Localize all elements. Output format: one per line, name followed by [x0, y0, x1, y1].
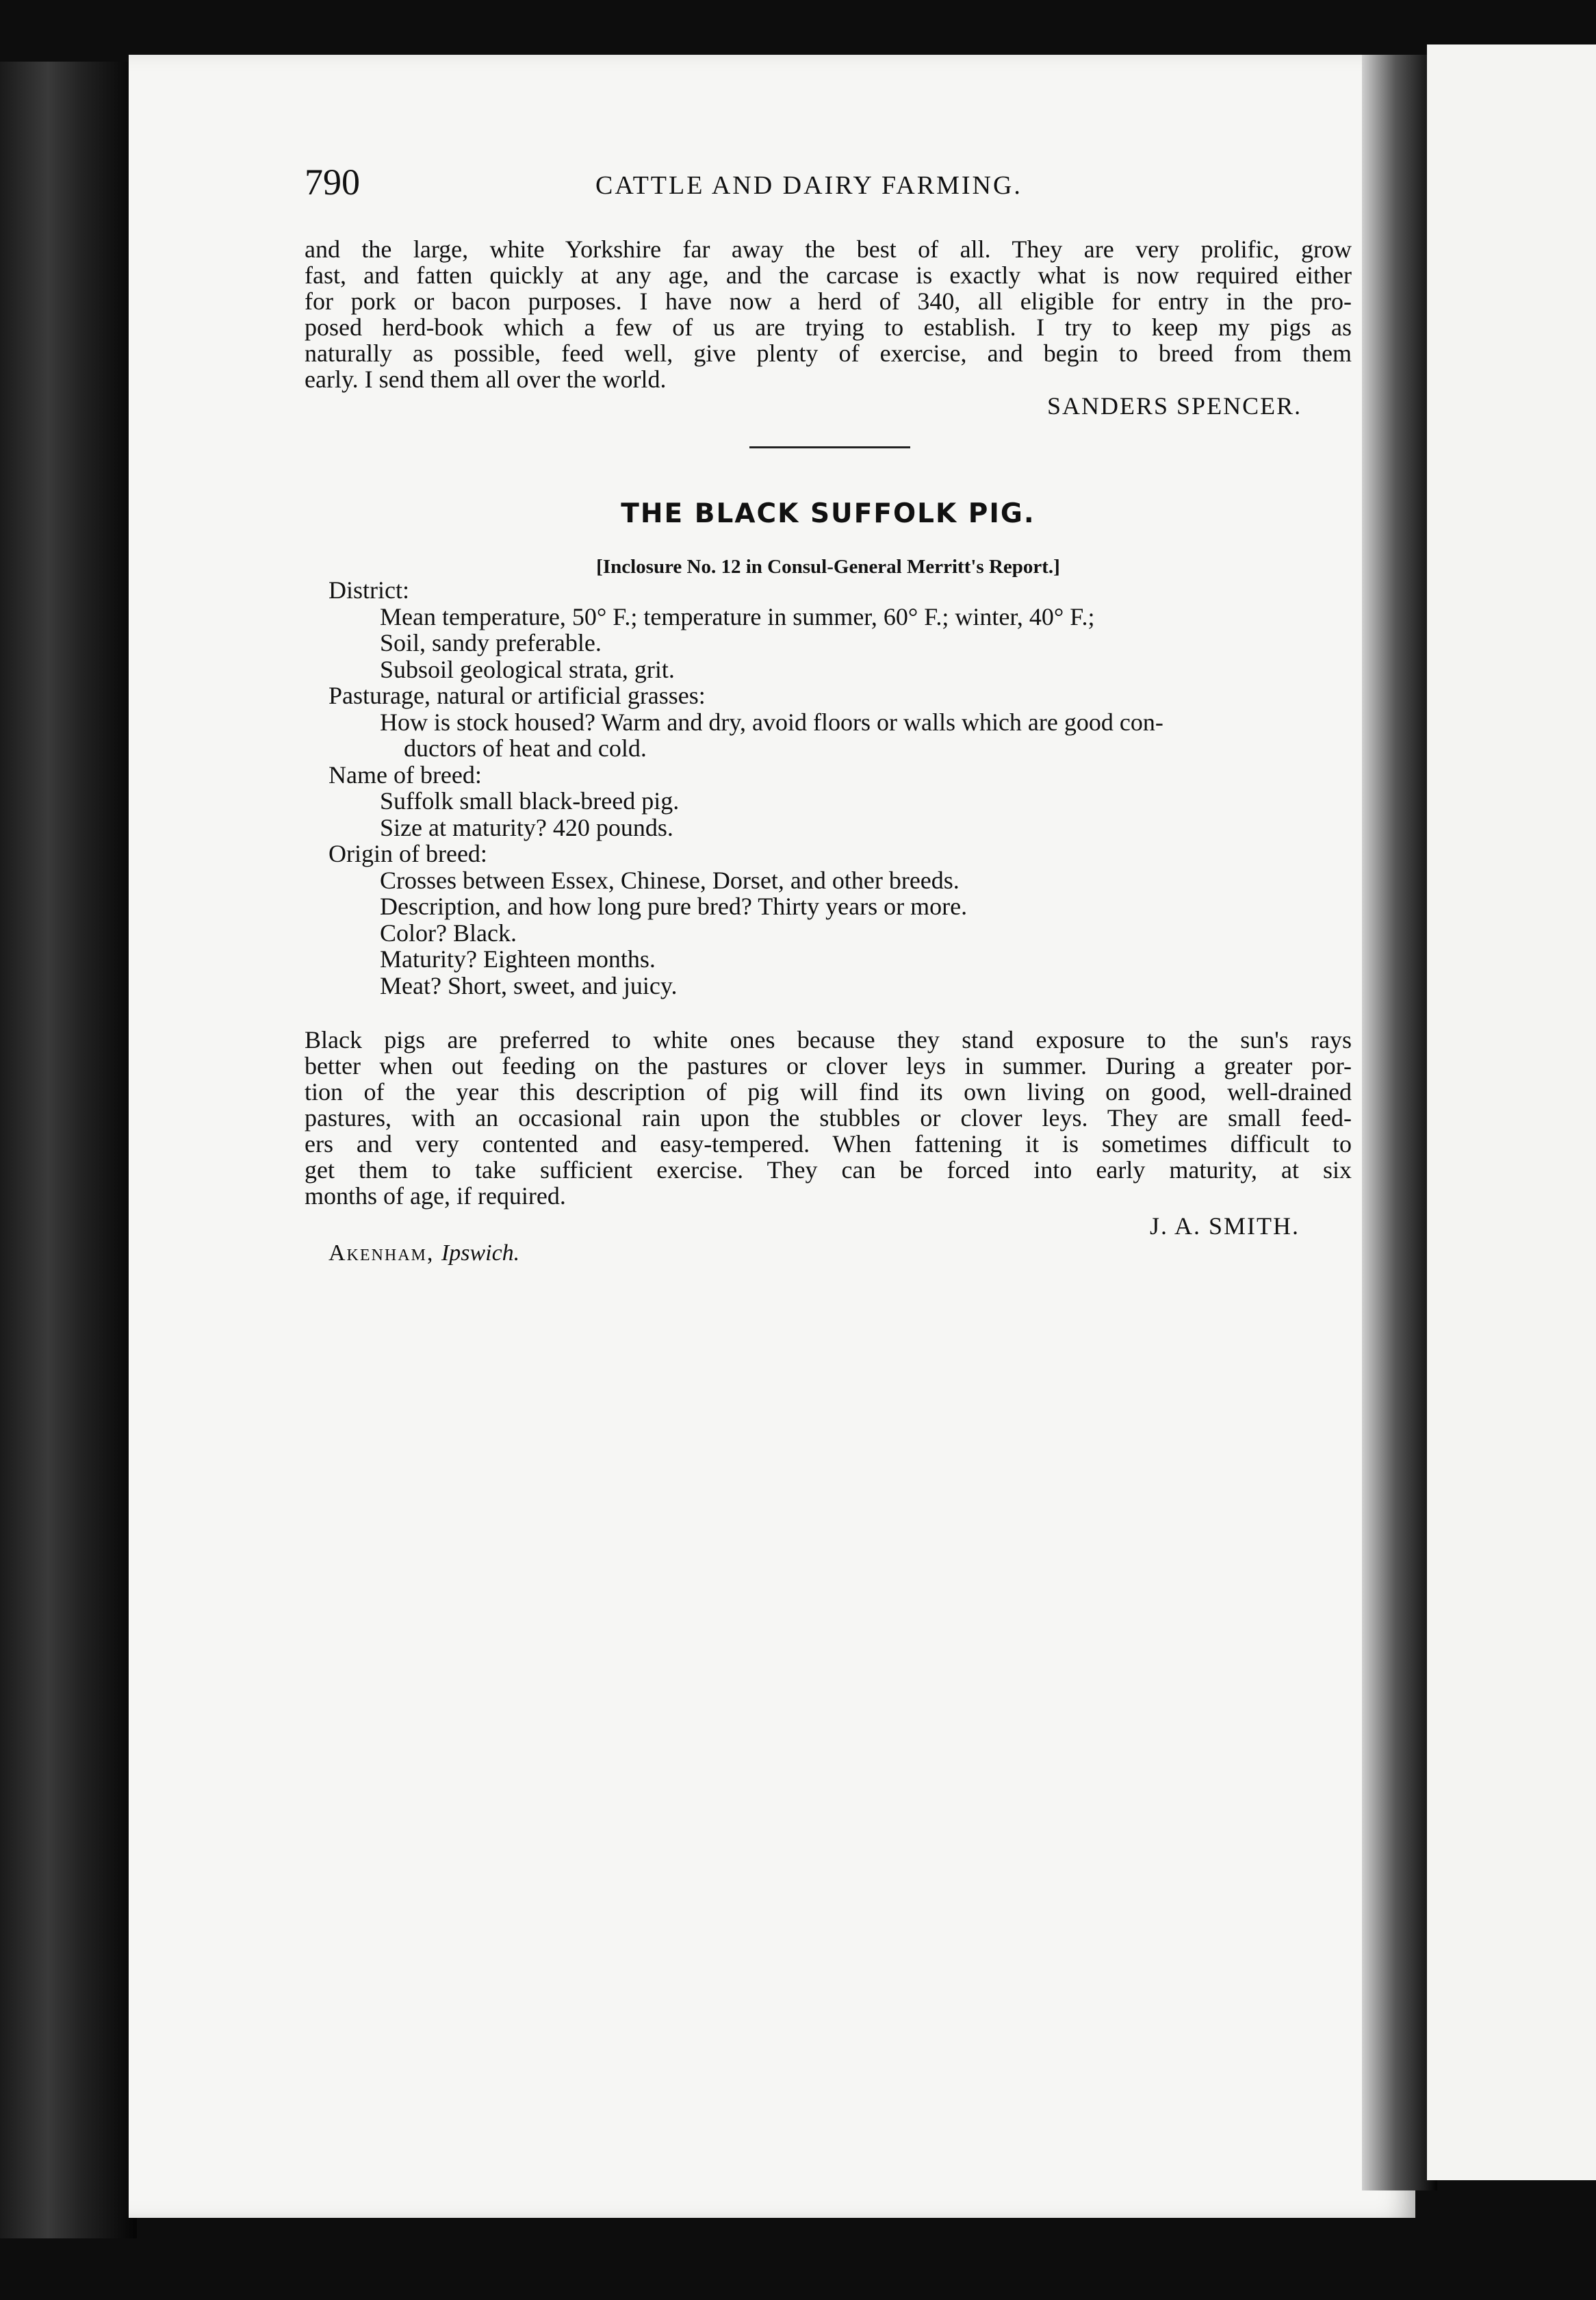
- data-line: Maturity? Eighteen months.: [380, 945, 656, 973]
- signature-j-a-smith: J. A. SMITH.: [1150, 1212, 1300, 1240]
- place-town: Ipswich.: [441, 1240, 520, 1266]
- closing-paragraph: [305, 1027, 1352, 1209]
- text-line: months of age, if required.: [305, 1182, 566, 1210]
- text-line: Black pigs are preferred to white ones because they stand exposure to the sun's rays: [305, 1026, 1352, 1053]
- text-line: for pork or bacon purposes. I have now a herd of 340, all eligible for entry in the pro-: [305, 288, 1352, 315]
- breed-data-list: [329, 577, 1355, 999]
- page-gutter: [1362, 55, 1437, 2190]
- text-line: better when out feeding on the pastures or clover leys in summer. During a greater por-: [305, 1052, 1352, 1079]
- article-title: THE BLACK SUFFOLK PIG.: [621, 498, 1035, 529]
- place-line: [329, 1240, 519, 1266]
- text-line: early. I send them all over the world.: [305, 366, 667, 393]
- text-line: get them to take sufficient exercise. They can be forced into early maturity, at six: [305, 1156, 1352, 1184]
- data-line: Crosses between Essex, Chinese, Dorset, and other breeds.: [380, 866, 960, 894]
- data-line: Color? Black.: [380, 919, 517, 947]
- data-line: Pasturage, natural or artificial grasses:: [329, 682, 706, 709]
- data-line: Origin of breed:: [329, 840, 487, 867]
- page-number: 790: [305, 162, 360, 203]
- inclosure-note: [Inclosure No. 12 in Consul-General Merritt's Report.]: [596, 556, 1060, 578]
- intro-paragraph: [305, 236, 1352, 392]
- text-line: posed herd-book which a few of us are trying to establish. I try to keep my pigs as: [305, 314, 1352, 341]
- section-divider: [749, 446, 910, 448]
- signature-sanders-spencer: SANDERS SPENCER.: [1047, 392, 1302, 420]
- data-line: Description, and how long pure bred? Thirty years or more.: [380, 893, 968, 920]
- data-line: ductors of heat and cold.: [404, 734, 647, 762]
- text-line: fast, and fatten quickly at any age, and the carcase is exactly what is now required either: [305, 261, 1352, 289]
- data-line: How is stock housed? Warm and dry, avoid floors or walls which are good con-: [380, 708, 1163, 736]
- data-line: Mean temperature, 50° F.; temperature in summer, 60° F.; winter, 40° F.;: [380, 602, 1095, 630]
- data-line: District:: [329, 576, 409, 604]
- running-head: [305, 161, 1352, 202]
- book-spine: [0, 62, 137, 2238]
- data-line: Soil, sandy preferable.: [380, 629, 602, 656]
- running-title: CATTLE AND DAIRY FARMING.: [595, 171, 1022, 200]
- place-name: Akenham,: [329, 1240, 435, 1266]
- text-line: and the large, white Yorkshire far away the best of all. They are very prolific, grow: [305, 235, 1352, 263]
- data-line: Subsoil geological strata, grit.: [380, 655, 675, 683]
- data-line: Meat? Short, sweet, and juicy.: [380, 971, 678, 999]
- text-line: tion of the year this description of pig will find its own living on good, well-drained: [305, 1078, 1352, 1106]
- text-line: pastures, with an occasional rain upon the stubbles or clover leys. They are small feed-: [305, 1104, 1352, 1132]
- text-line: naturally as possible, feed well, give plenty of exercise, and begin to breed from them: [305, 340, 1352, 367]
- data-line: Size at maturity? 420 pounds.: [380, 813, 673, 841]
- data-line: Suffolk small black-breed pig.: [380, 787, 680, 815]
- data-line: Name of breed:: [329, 761, 482, 789]
- facing-page: [1427, 44, 1596, 2180]
- text-line: ers and very contented and easy-tempered. When fattening it is sometimes difficult to: [305, 1130, 1352, 1158]
